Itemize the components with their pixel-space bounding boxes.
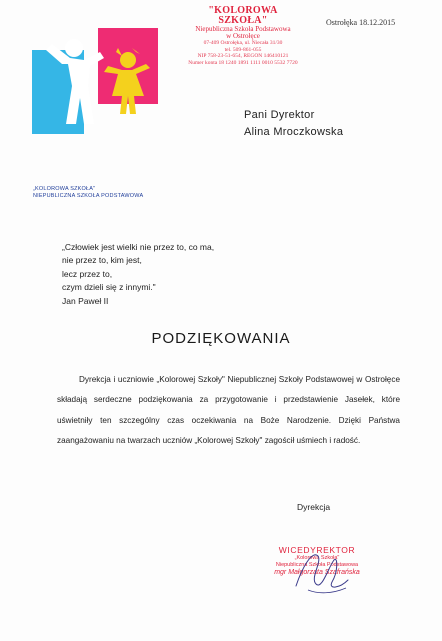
vice-director-title: WICEDYREKTOR [278,545,356,555]
vice-director-name: mgr Małgorzata Szafrańska [274,569,360,576]
stamp-address: 07-409 Ostrołęka, ul. Niecała 31/30 [203,40,283,46]
quote-author: Jan Paweł II [62,295,109,306]
school-logo [32,28,158,134]
vice-director-school: „Kolorowa Szkoła" [294,555,340,561]
vice-director-school-type: Niepubliczna Szkoła Podstawowa [275,562,359,568]
letter-body: Dyrekcja i uczniowie „Kolorowej Szkoły" Niepublicznej Szkoły Podstawowej w Ostrołęce składają serdeczne podziękowania za przygotowanie i przedstawienie Jasełek, które uświetniły ten szczególny czas oczekiwania na Boże Narodzenie. Dzięki Państwa zaangażowaniu na twarzach uczniów „Kolorowej Szkoły" zagościł uśmiech i radość. [57,375,400,446]
quote-line: lecz przez to, [62,268,113,279]
recipient-name: Alina Mroczkowska [244,126,344,138]
school-header-small [33,186,143,200]
stamp-ids: NIP 758-23-51-654, REGON 146410121 [197,53,289,59]
stamp-subtitle: Niepubliczna Szkoła Podstawowa [195,25,291,33]
school-type-small: NIEPUBLICZNA SZKOŁA PODSTAWOWA [33,193,144,199]
recipient-title: Pani Dyrektor [244,109,315,121]
stamp-bank: Numer konta 18 1240 1891 1111 0010 5532 7720 [188,59,298,66]
closing-signature-label: Dyrekcja [297,502,331,512]
school-stamp [183,6,303,66]
recipient-block [244,107,343,141]
letter-date: Ostrołęka 18.12.2015 [326,18,396,27]
handwritten-signature [288,538,358,602]
quote-line: czym dzieli się z innymi." [62,282,156,293]
quote-line: nie przez to, kim jest, [62,255,142,266]
stamp-title: "KOLOROWA SZKOŁA" [208,5,278,26]
quote-line: „Człowiek jest wielki nie przez to, co ma, [62,242,215,252]
quote-block [62,241,214,308]
stamp-city: w Ostrołęce [226,32,260,40]
school-name-small: „KOLOROWA SZKOŁA" [33,186,96,192]
stamp-phone: tel. 509-861-055 [224,46,262,53]
letter-heading: PODZIĘKOWANIA [151,330,291,347]
